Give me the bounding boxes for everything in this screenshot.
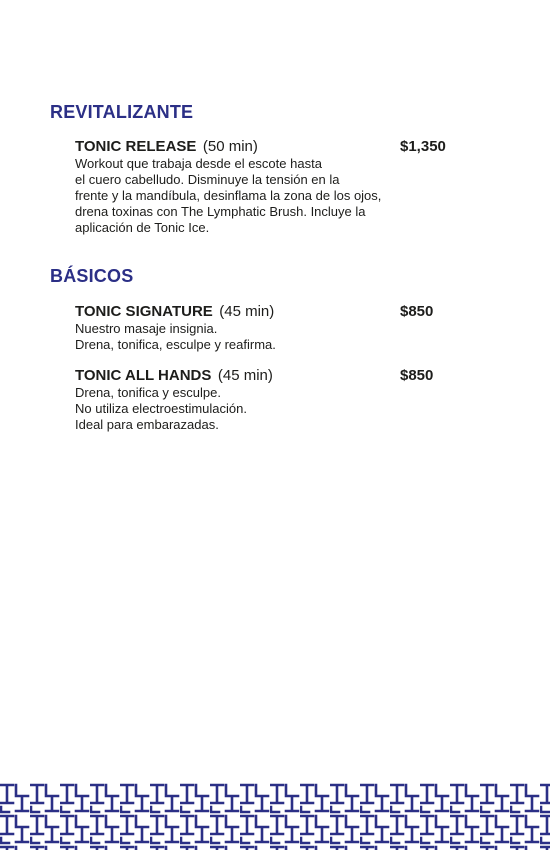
- service-header: [75, 302, 475, 321]
- service-description: [75, 321, 475, 353]
- description-line: Drena, tonifica, esculpe y reafirma.: [75, 337, 276, 352]
- service-price: $1,350: [400, 138, 446, 155]
- description-line: No utiliza electroestimulación.: [75, 401, 247, 416]
- service-name: TONIC RELEASE: [75, 138, 197, 155]
- section-title-revitalizante: REVITALIZANTE: [50, 102, 194, 122]
- service-description: [75, 156, 475, 236]
- description-line: Ideal para embarazadas.: [75, 417, 219, 432]
- service-tonic-release: [75, 137, 475, 236]
- service-duration: (50 min): [202, 138, 258, 155]
- service-duration: (45 min): [217, 367, 273, 384]
- service-header: [75, 366, 475, 385]
- description-line: frente y la mandíbula, desinflama la zona de los ojos,: [75, 188, 382, 203]
- description-line: Nuestro masaje insignia.: [75, 321, 218, 336]
- service-duration: (45 min): [219, 303, 275, 320]
- description-line: el cuero cabelludo. Disminuye la tensión en la: [75, 172, 340, 187]
- description-line: drena toxinas con The Lymphatic Brush. Incluye la: [75, 204, 366, 219]
- service-description: [75, 385, 475, 433]
- service-price: $850: [400, 303, 434, 320]
- service-price: $850: [400, 367, 434, 384]
- service-header: [75, 137, 475, 156]
- service-name: TONIC SIGNATURE: [75, 303, 213, 320]
- service-tonic-all-hands: [75, 366, 475, 433]
- description-line: aplicación de Tonic Ice.: [75, 220, 210, 235]
- section-title-basicos: BÁSICOS: [50, 266, 134, 286]
- service-tonic-signature: [75, 302, 475, 353]
- description-line: Drena, tonifica y esculpe.: [75, 385, 221, 400]
- service-name: TONIC ALL HANDS: [75, 367, 212, 384]
- description-line: Workout que trabaja desde el escote hasta: [75, 156, 322, 171]
- greek-key-pattern: [0, 783, 550, 850]
